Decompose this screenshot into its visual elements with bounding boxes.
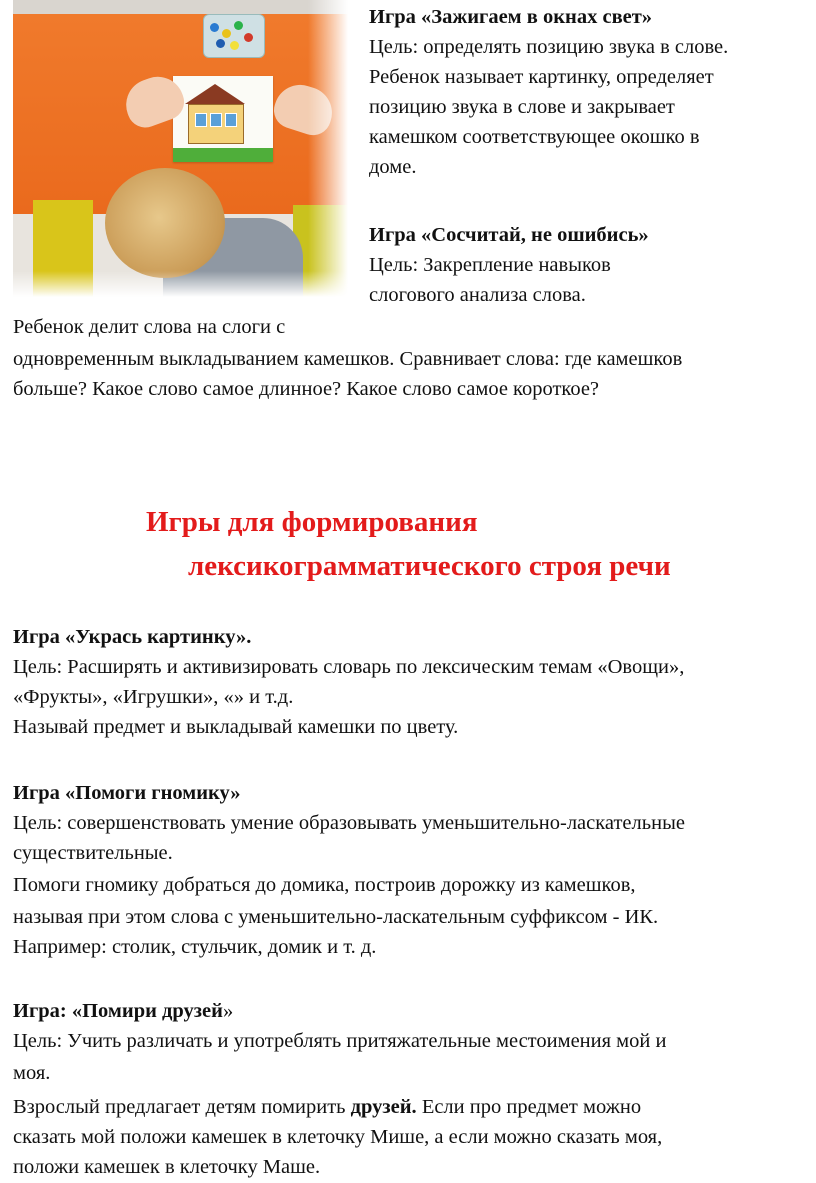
game2-title: Игра «Сосчитай, не ошибись» <box>369 224 649 246</box>
game2-line: слогового анализа слова. <box>369 284 586 306</box>
game1-line: доме. <box>369 156 417 178</box>
section-heading-line1: Игры для формирования <box>146 506 478 538</box>
game3-title: Игра «Укрась картинку». <box>13 626 252 648</box>
child-head <box>105 168 225 278</box>
game4-line: существительные. <box>13 842 173 864</box>
game1-title: Игра «Зажигаем в окнах свет» <box>369 6 653 28</box>
game1-line: Ребенок называет картинку, определяет <box>369 66 714 88</box>
game1-line: камешком соответствующее окошко в <box>369 126 700 148</box>
game2-line: Цель: Закрепление навыков <box>369 254 611 276</box>
game4-line: называя при этом слова с уменьшительно-ласкательным суффиксом - ИК. <box>13 906 659 928</box>
photo-child-playing-game <box>13 0 348 297</box>
game4-line: Помоги гномику добраться до домика, построив дорожку из камешков, <box>13 874 636 896</box>
jar-of-pebbles <box>203 14 265 58</box>
game3-line: Называй предмет и выкладывай камешки по цвету. <box>13 716 459 738</box>
game5-line: моя. <box>13 1062 51 1084</box>
game1-line: Цель: определять позицию звука в слове. <box>369 36 729 58</box>
game1-line: позицию звука в слове и закрывает <box>369 96 675 118</box>
house-card <box>173 76 273 162</box>
game5-line: Цель: Учить различать и употреблять притяжательные местоимения мой и <box>13 1030 667 1052</box>
game4-line: Например: столик, стульчик, домик и т. д. <box>13 936 377 958</box>
game2-line: Ребенок делит слова на слоги с <box>13 316 286 338</box>
game5-title: Игра: «Помири друзей» <box>13 1000 234 1022</box>
game4-line: Цель: совершенствовать умение образовывать уменьшительно-ласкательные <box>13 812 685 834</box>
game3-line: Цель: Расширять и активизировать словарь по лексическим темам «Овощи», <box>13 656 685 678</box>
game2-line: больше? Какое слово самое длинное? Какое слово самое короткое? <box>13 378 600 400</box>
game5-line: положи камешек в клеточку Маше. <box>13 1156 321 1178</box>
game3-line: «Фрукты», «Игрушки», «» и т.д. <box>13 686 294 708</box>
game4-title: Игра «Помоги гномику» <box>13 782 241 804</box>
section-heading-line2: лексикограмматического строя речи <box>188 550 671 582</box>
game5-paragraph-line: Взрослый предлагает детям помирить друзей. Если про предмет можно <box>13 1096 642 1118</box>
game2-line: одновременным выкладыванием камешков. Сравнивает слова: где камешков <box>13 348 683 370</box>
game5-line: сказать мой положи камешек в клеточку Мише, а если можно сказать моя, <box>13 1126 663 1148</box>
